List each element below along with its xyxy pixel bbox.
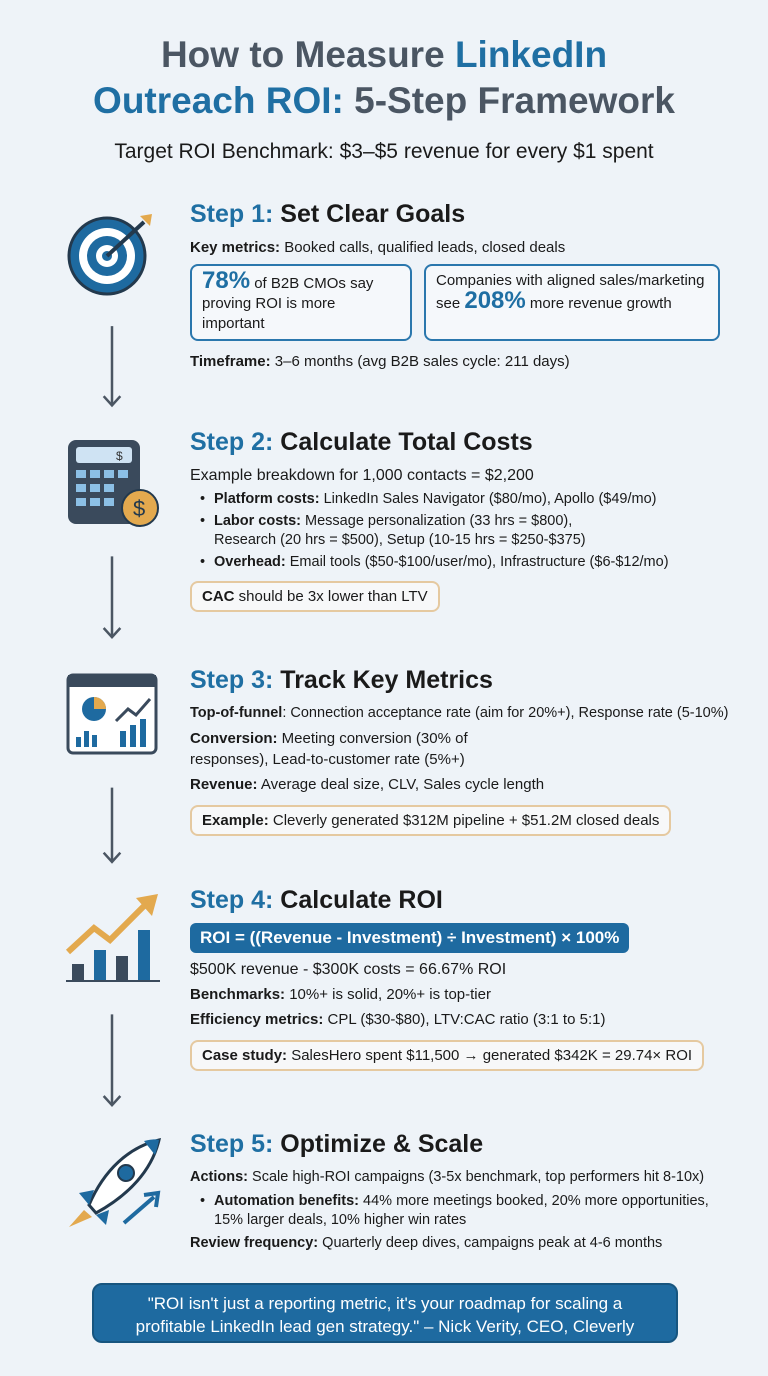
metric-line xyxy=(190,728,550,770)
step-title xyxy=(190,886,730,915)
step-title xyxy=(190,666,760,695)
metric-line xyxy=(190,703,760,724)
roi-formula: ROI = ((Revenue - Investment) ÷ Investment) × 100% xyxy=(190,923,629,953)
title-text: How to Measure xyxy=(160,34,455,75)
text: CPL ($30-$80), LTV:CAC ratio (3:1 to 5:1) xyxy=(323,1011,606,1028)
label: Efficiency metrics: xyxy=(190,1011,324,1028)
key-metrics xyxy=(190,237,750,258)
step-title xyxy=(190,1130,735,1159)
case-study-callout xyxy=(190,1040,704,1071)
label: Automation benefits: xyxy=(214,1193,359,1209)
step-4 xyxy=(190,886,730,1071)
text: Scale high-ROI campaigns (3-5x benchmark, top performers hit 8-10x) xyxy=(248,1169,705,1185)
label: Benchmarks: xyxy=(190,986,286,1003)
label: Revenue: xyxy=(190,776,258,793)
cost-intro: Example breakdown for 1,000 contacts = $2,200 xyxy=(190,467,534,484)
text: 44% more meetings booked, 20% more opportunities, 15% larger deals, 10% higher win rates xyxy=(214,1193,709,1228)
label: Platform costs: xyxy=(214,491,320,507)
stat-value: 78% xyxy=(202,267,251,294)
list-item xyxy=(204,512,634,550)
title-highlight: Outreach ROI: xyxy=(93,80,344,121)
label: Labor costs: xyxy=(214,513,302,529)
target-icon xyxy=(62,208,162,298)
review-frequency xyxy=(190,1233,735,1254)
list-item xyxy=(204,553,704,572)
step-3 xyxy=(190,666,760,836)
list-item xyxy=(204,1192,735,1230)
cost-list xyxy=(204,490,750,572)
step-number: Step 5: xyxy=(190,1130,274,1158)
text: 3–6 months (avg B2B sales cycle: 211 days) xyxy=(270,353,570,370)
label: Conversion: xyxy=(190,730,278,747)
growth-chart-icon xyxy=(64,890,164,985)
step-title-text: Track Key Metrics xyxy=(273,666,493,694)
step-number: Step 1: xyxy=(190,200,274,228)
label: Top-of-funnel xyxy=(190,705,283,721)
subtitle: Target ROI Benchmark: $3–$5 revenue for every $1 spent xyxy=(114,140,654,163)
step-title-text: Set Clear Goals xyxy=(273,200,466,228)
benchmarks xyxy=(190,984,730,1005)
label: Actions: xyxy=(190,1169,248,1185)
timeframe xyxy=(190,351,750,372)
text: Companies with aligned sales/marketing xyxy=(436,272,705,289)
step-5 xyxy=(190,1130,735,1258)
step-title xyxy=(190,428,750,457)
efficiency-metrics xyxy=(190,1009,730,1030)
step-2 xyxy=(190,428,750,612)
step-number: Step 2: xyxy=(190,428,274,456)
arrow-down-icon xyxy=(102,318,122,416)
text: Meeting conversion (30% of responses), Lead-to-customer rate (5%+) xyxy=(190,730,468,768)
example-callout xyxy=(190,805,671,836)
svg-text:$: $ xyxy=(133,496,146,521)
step-title-text: Calculate ROI xyxy=(273,886,443,914)
cac-callout xyxy=(190,581,440,612)
label: Review frequency: xyxy=(190,1235,319,1251)
text: Email tools ($50-$100/user/mo), Infrastructure ($6-$12/mo) xyxy=(285,554,669,570)
title-highlight: LinkedIn xyxy=(454,34,608,75)
metric-line xyxy=(190,774,760,795)
stat-value: 208% xyxy=(464,287,526,314)
automation-list xyxy=(204,1192,735,1230)
step-number: Step 3: xyxy=(190,666,274,694)
quote-text: profitable LinkedIn lead gen strategy." – Nick Verity, CEO, Cleverly xyxy=(135,1317,635,1336)
arrow-down-icon xyxy=(102,780,122,872)
svg-text:$: $ xyxy=(116,449,123,463)
text: proving ROI is more important xyxy=(202,295,336,332)
calculator-icon xyxy=(66,438,166,528)
step-1 xyxy=(190,200,750,376)
list-item xyxy=(204,490,674,509)
label: Case study: xyxy=(202,1047,288,1064)
text: : Connection acceptance rate (aim for 20%+), Response rate (5-10%) xyxy=(282,705,729,721)
text: SalesHero spent $11,500 → generated $342K = 29.74× ROI xyxy=(287,1047,693,1064)
dashboard-icon xyxy=(66,673,166,758)
step-title-text: Calculate Total Costs xyxy=(273,428,533,456)
label: Example: xyxy=(202,812,269,829)
step-title-text: Optimize & Scale xyxy=(273,1130,484,1158)
text: Cleverly generated $312M pipeline + $51.2M closed deals xyxy=(268,812,660,829)
stat-box-cmo xyxy=(190,264,412,341)
label: Key metrics: xyxy=(190,239,281,256)
step-title xyxy=(190,200,750,229)
text: LinkedIn Sales Navigator ($80/mo), Apollo ($49/mo) xyxy=(319,491,657,507)
text: more revenue growth xyxy=(525,295,672,312)
actions xyxy=(190,1167,735,1188)
arrow-down-icon xyxy=(102,1005,122,1117)
quote-text: "ROI isn't just a reporting metric, it's your roadmap for scaling a xyxy=(147,1294,623,1313)
label: Timeframe: xyxy=(190,353,271,370)
roi-example: $500K revenue - $300K costs = 66.67% ROI xyxy=(190,961,507,978)
text: Quarterly deep dives, campaigns peak at 4-6 months xyxy=(318,1235,663,1251)
label: Overhead: xyxy=(214,554,286,570)
step-number: Step 4: xyxy=(190,886,274,914)
quote-box xyxy=(92,1283,678,1343)
stat-box-alignment xyxy=(424,264,720,341)
text: Average deal size, CLV, Sales cycle length xyxy=(257,776,545,793)
label: CAC xyxy=(202,588,235,605)
text: see xyxy=(436,295,465,312)
text: should be 3x lower than LTV xyxy=(234,588,428,605)
rocket-icon xyxy=(64,1135,174,1230)
arrow-down-icon xyxy=(102,548,122,648)
text: 10%+ is solid, 20%+ is top-tier xyxy=(285,986,491,1003)
page-title xyxy=(0,32,768,124)
text: Message personalization (33 hrs = $800), Research (20 hrs = $500), Setup (10-15 hrs = $250-$375) xyxy=(214,513,586,548)
text: of B2B CMOs say xyxy=(250,275,374,292)
text: Booked calls, qualified leads, closed deals xyxy=(280,239,566,256)
title-text: 5-Step Framework xyxy=(343,80,675,121)
